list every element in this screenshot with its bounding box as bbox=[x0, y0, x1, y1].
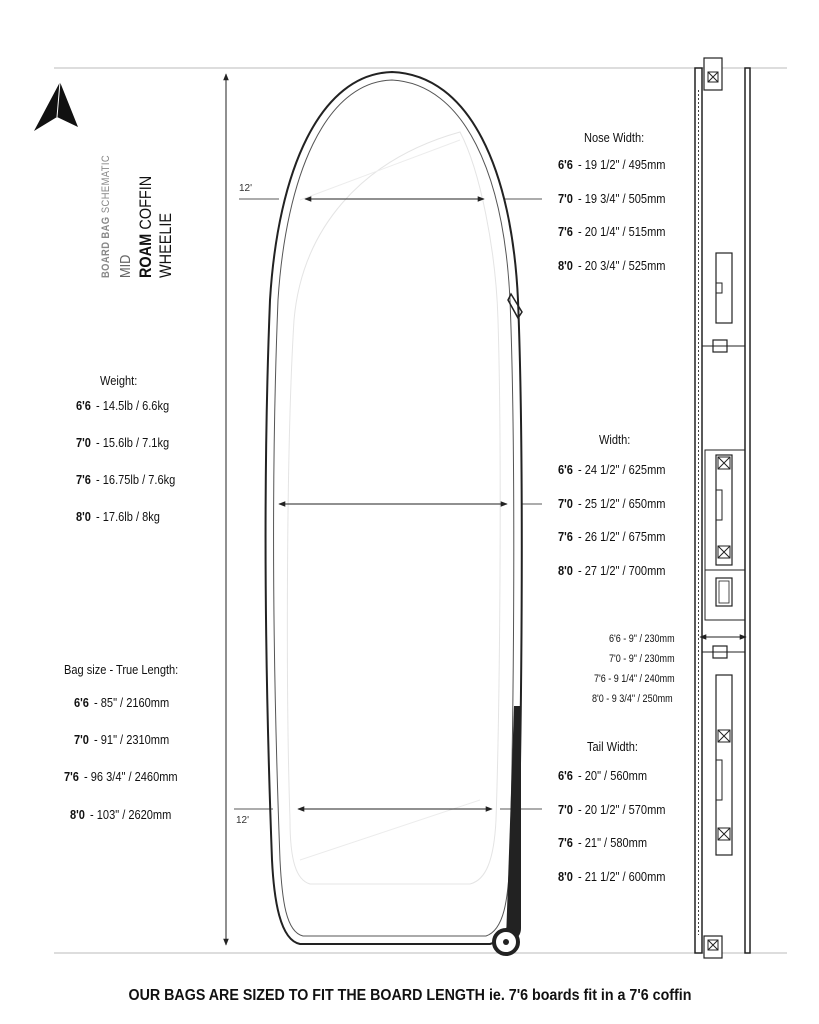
width-heading: Width: bbox=[599, 432, 631, 447]
bag-size-row: 7'0 - 91" / 2310mm bbox=[74, 732, 170, 747]
nose-width-row: 7'0 - 19 3/4" / 505mm bbox=[558, 191, 666, 206]
width-row: 7'6 - 26 1/2" / 675mm bbox=[558, 529, 666, 544]
board-outline bbox=[287, 132, 500, 884]
bag-size-row: 8'0 - 103" / 2620mm bbox=[70, 807, 172, 822]
title-block bbox=[88, 78, 175, 278]
tail-width-row: 7'6 - 21" / 580mm bbox=[558, 835, 648, 850]
wheel-rail bbox=[506, 706, 521, 940]
top-tag bbox=[704, 58, 722, 90]
sizing-note: OUR BAGS ARE SIZED TO FIT THE BOARD LENGTH ie. 7'6 boards fit in a 7'6 coffin bbox=[128, 987, 691, 1004]
document-type: BOARD BAGSCHEMATIC bbox=[100, 154, 112, 278]
nose-width-row: 8'0 - 20 3/4" / 525mm bbox=[558, 258, 666, 273]
nose-width-heading: Nose Width: bbox=[584, 130, 645, 145]
depth-row: 7'6 - 9 1/4" / 240mm bbox=[594, 673, 675, 685]
tail-measure-mark: 12' bbox=[236, 815, 250, 826]
bag-size-row: 7'6 - 96 3/4" / 2460mm bbox=[64, 769, 178, 784]
bag-inner-outline bbox=[274, 80, 514, 936]
weight-heading: Weight: bbox=[100, 373, 138, 388]
nose-width-row: 6'6 - 19 1/2" / 495mm bbox=[558, 157, 666, 172]
weight-row: 7'6 - 16.75lb / 7.6kg bbox=[76, 472, 176, 487]
weight-row: 7'0 - 15.6lb / 7.1kg bbox=[76, 435, 170, 450]
roam-logo-icon bbox=[34, 82, 78, 131]
nose-width-row: 7'6 - 20 1/4" / 515mm bbox=[558, 224, 666, 239]
depth-row: 7'0 - 9" / 230mm bbox=[609, 653, 675, 665]
product-title: ROAMCOFFIN WHEELIE bbox=[136, 175, 175, 278]
top-handle bbox=[716, 253, 732, 323]
width-row: 7'0 - 25 1/2" / 650mm bbox=[558, 496, 666, 511]
nose-measure-mark: 12' bbox=[239, 183, 253, 194]
tail-width-row: 6'6 - 20" / 560mm bbox=[558, 768, 648, 783]
weight-row: 8'0 - 17.6lb / 8kg bbox=[76, 509, 160, 524]
side-view bbox=[695, 58, 750, 958]
bag-size-heading: Bag size - True Length: bbox=[64, 662, 179, 677]
bottom-tag bbox=[704, 936, 722, 958]
tail-width-row: 7'0 - 20 1/2" / 570mm bbox=[558, 802, 666, 817]
tail-width-heading: Tail Width: bbox=[587, 739, 638, 754]
tail-width-row: 8'0 - 21 1/2" / 600mm bbox=[558, 869, 666, 884]
depth-row: 8'0 - 9 3/4" / 250mm bbox=[592, 693, 673, 705]
weight-row: 6'6 - 14.5lb / 6.6kg bbox=[76, 398, 170, 413]
width-row: 8'0 - 27 1/2" / 700mm bbox=[558, 563, 666, 578]
width-row: 6'6 - 24 1/2" / 625mm bbox=[558, 462, 666, 477]
product-variant: MID bbox=[117, 254, 134, 278]
depth-row: 6'6 - 9" / 230mm bbox=[609, 633, 675, 645]
bag-size-row: 6'6 - 85" / 2160mm bbox=[74, 695, 170, 710]
